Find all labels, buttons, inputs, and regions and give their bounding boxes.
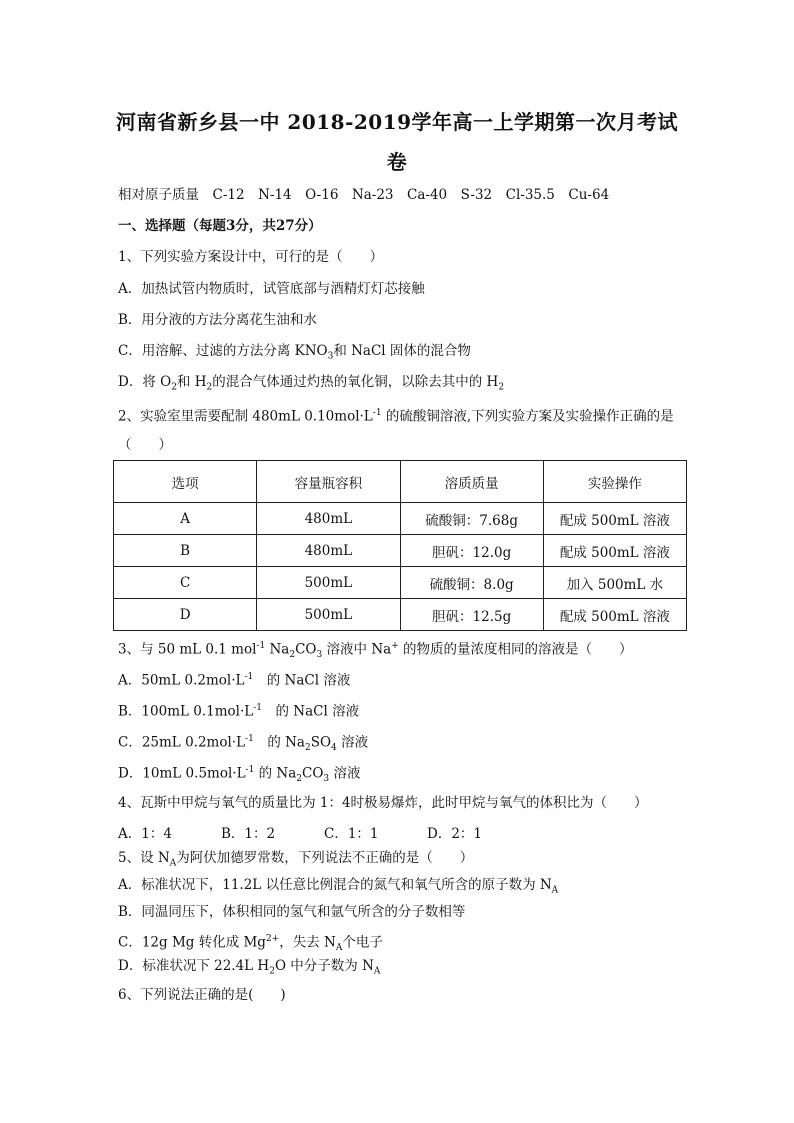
table-cell: 480mL xyxy=(257,503,400,535)
table-row xyxy=(114,567,687,599)
q4-option-b: B．1：2 xyxy=(221,826,276,842)
q3-stem: 3、与 50 mL 0.1 mol$^{-1}$ $Na_2CO_3$ 溶液中 Na+ 的物质的量浓度相同的溶液是（ ） xyxy=(118,641,633,661)
q5-option-c: C．12g Mg 转化成 $Mg^{2+}$，失去 $N_A$个电子 xyxy=(118,934,383,954)
q5-option-b: B．同温同压下，体积相同的氢气和氩气所含的分子数相等 xyxy=(118,904,466,920)
q4-option-c: C．1：1 xyxy=(324,826,379,842)
exam-title-line1: 河南省新乡县一中 2018-2019学年高一上学期第一次月考试 xyxy=(115,110,679,134)
q1-option-b: B．用分液的方法分离花生油和水 xyxy=(118,312,317,328)
exam-title-line2: 卷 xyxy=(386,150,408,174)
table-header: 选项 xyxy=(114,461,257,503)
q5-option-d: D．标准状况下 22.4L $H_2O$ 中分子数为 $N_A$ xyxy=(118,958,381,977)
q2-stem: 2、实验室里需要配制 480mL $0.10mol\cdot L^{-1}$ 的硫酸铜溶液,下列实验方案及实验操作正确的是 xyxy=(118,408,674,425)
section-heading: 一、选择题（每题3分，共27分） xyxy=(118,218,322,234)
table-cell: 500mL xyxy=(257,567,400,599)
table-cell: 加入 500mL 水 xyxy=(543,567,686,599)
q6-stem: 6、下列说法正确的是( ) xyxy=(118,987,286,1003)
table-row xyxy=(114,599,687,631)
atomic-mass-list: 相对原子质量 C-12 N-14 O-16 Na-23 Ca-40 S-32 Cl-35.5 Cu-64 xyxy=(118,187,610,203)
table-cell: 硫酸铜：8.0g xyxy=(400,567,543,599)
q1-option-d: D．将 $O_2$和 $H_2$的混合气体通过灼热的氧化铜，以除去其中的 $H_2$ xyxy=(118,374,505,393)
q4-choices xyxy=(118,825,530,843)
table-header: 实验操作 xyxy=(543,461,686,503)
q1-option-a: A．加热试管内物质时，试管底部与酒精灯灯芯接触 xyxy=(118,281,425,297)
q5-option-a: A．标准状况下，11.2L 以任意比例混合的氮气和氧气所含的原子数为 $N_A$ xyxy=(118,877,559,896)
table-header-row xyxy=(114,461,687,503)
table-cell: 配成 500mL 溶液 xyxy=(543,535,686,567)
table-cell: D xyxy=(114,599,257,631)
table-header: 容量瓶容积 xyxy=(257,461,400,503)
table-row xyxy=(114,535,687,567)
table-cell: 配成 500mL 溶液 xyxy=(543,599,686,631)
table-cell: 配成 500mL 溶液 xyxy=(543,503,686,535)
table-cell: B xyxy=(114,535,257,567)
table-cell: 胆矾：12.5g xyxy=(400,599,543,631)
q4-option-d: D．2：1 xyxy=(427,826,483,842)
q4-stem: 4、瓦斯中甲烷与氧气的质量比为 1：4时极易爆炸，此时甲烷与氧气的体积比为（ ） xyxy=(118,795,648,811)
table-header: 溶质质量 xyxy=(400,461,543,503)
table-cell: C xyxy=(114,567,257,599)
table-cell: 胆矾：12.0g xyxy=(400,535,543,567)
table-cell: 硫酸铜：7.68g xyxy=(400,503,543,535)
q2-paren: （ ） xyxy=(118,437,172,453)
q3-option-a: A．50mL $0.2mol\cdot L^{-1}$ 的 NaCl 溶液 xyxy=(118,672,351,689)
q2-options-table xyxy=(113,460,687,631)
table-cell: 480mL xyxy=(257,535,400,567)
q5-stem: 5、设 $N_A$为阿伏加德罗常数，下列说法不正确的是（ ） xyxy=(118,850,474,869)
q3-option-b: B．100mL $0.1mol\cdot L^{-1}$ 的 NaCl 溶液 xyxy=(118,703,360,720)
q3-option-d: D．10mL $0.5mol\cdot L^{-1}$ 的 $Na_2CO_3$ 溶液 xyxy=(118,765,361,785)
table-cell: A xyxy=(114,503,257,535)
table-cell: 500mL xyxy=(257,599,400,631)
q3-option-c: C．25mL $0.2mol\cdot L^{-1}$ 的 $Na_2SO_4$ 溶液 xyxy=(118,734,369,754)
table-row xyxy=(114,503,687,535)
q1-option-c: C．用溶解、过滤的方法分离 $KNO_3$和 NaCl 固体的混合物 xyxy=(118,343,471,362)
q4-option-a: A．1：4 xyxy=(118,826,172,842)
q1-stem: 1、下列实验方案设计中，可行的是（ ） xyxy=(118,249,384,265)
